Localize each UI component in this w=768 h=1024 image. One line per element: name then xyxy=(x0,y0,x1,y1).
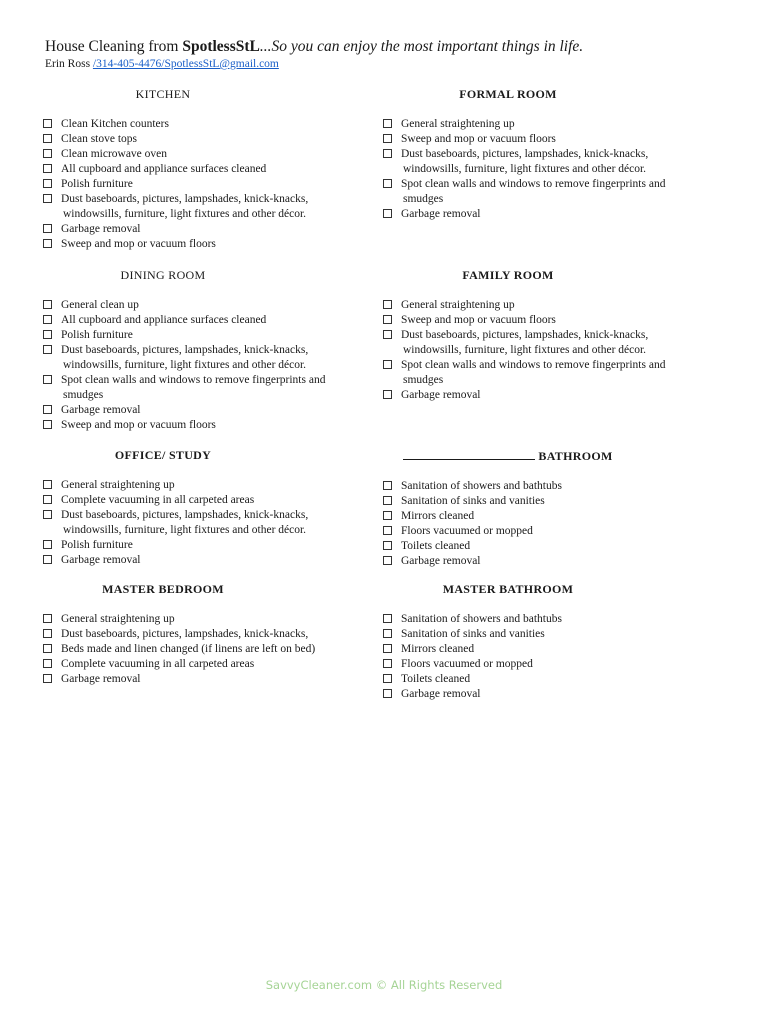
checklist-item xyxy=(43,132,361,147)
checkbox[interactable] xyxy=(43,134,52,143)
checklist-item-label: Dust baseboards, pictures, lampshades, knick-knacks, windowsills, furniture, light fixtures and other décor. xyxy=(61,344,309,371)
checkbox[interactable] xyxy=(43,179,52,188)
checklist-item xyxy=(383,177,701,207)
section-title-kitchen: KITCHEN xyxy=(135,87,191,101)
checklist-item-label: Spot clean walls and windows to remove fingerprints and smudges xyxy=(401,359,666,386)
blank-line xyxy=(403,448,535,460)
checklist-item xyxy=(43,343,361,373)
checklist-item xyxy=(383,687,701,702)
checklist-item-label: Sweep and mop or vacuum floors xyxy=(61,238,216,250)
checklist-item-label: Garbage removal xyxy=(401,555,481,567)
checklist-office-study xyxy=(43,478,361,568)
checklist-item-label: Garbage removal xyxy=(61,554,141,566)
checklist-kitchen xyxy=(43,117,361,252)
checkbox[interactable] xyxy=(383,119,392,128)
checklist-item-label: Spot clean walls and windows to remove fingerprints and smudges xyxy=(61,374,326,401)
checklist-item-label: Garbage removal xyxy=(61,223,141,235)
checklist-item xyxy=(383,298,701,313)
checklist-item xyxy=(383,657,701,672)
section-office-study xyxy=(43,448,361,568)
checklist-family-room xyxy=(383,298,701,403)
contact-link[interactable]: /314-405-4476/SpotlessStL@gmail.com xyxy=(92,58,279,70)
document-title xyxy=(45,37,745,57)
checkbox[interactable] xyxy=(43,644,52,653)
checklist-item-label: Toilets cleaned xyxy=(401,673,471,685)
checklist-item xyxy=(383,672,701,687)
section-bathroom xyxy=(383,448,701,569)
checklist-item xyxy=(43,147,361,162)
checklist-item xyxy=(43,553,361,568)
checkbox[interactable] xyxy=(383,689,392,698)
checklist-item-label: Polish furniture xyxy=(61,539,133,551)
section-formal-room xyxy=(383,87,701,222)
checklist-item-label: All cupboard and appliance surfaces cleaned xyxy=(61,163,267,175)
checkbox[interactable] xyxy=(43,345,52,354)
checklist-item-label: Sanitation of showers and bathtubs xyxy=(401,480,562,492)
section-title-formal-room: FORMAL ROOM xyxy=(459,87,557,101)
footer-copyright: SavvyCleaner.com © All Rights Reserved xyxy=(265,978,503,992)
checklist-master-bedroom xyxy=(43,612,361,687)
checkbox[interactable] xyxy=(383,315,392,324)
checklist-item xyxy=(383,328,701,358)
checklist-item-label: Garbage removal xyxy=(61,404,141,416)
checklist-item xyxy=(43,222,361,237)
checkbox[interactable] xyxy=(43,224,52,233)
checklist-item xyxy=(43,237,361,252)
checklist-item-label: General straightening up xyxy=(401,299,515,311)
checkbox[interactable] xyxy=(383,209,392,218)
checklist-item-label: General straightening up xyxy=(61,479,175,491)
checkbox[interactable] xyxy=(43,480,52,489)
checklist-item xyxy=(43,298,361,313)
checklist-item-label: Clean Kitchen counters xyxy=(61,118,169,130)
checklist-item-label: Polish furniture xyxy=(61,329,133,341)
checklist-item xyxy=(383,358,701,388)
title-prefix: House Cleaning from xyxy=(45,38,183,55)
checklist-item xyxy=(383,554,701,569)
contact-name: Erin Ross xyxy=(45,58,93,70)
checkbox[interactable] xyxy=(43,375,52,384)
section-family-room xyxy=(383,268,701,403)
checklist-item xyxy=(383,642,701,657)
checklist-item-label: Mirrors cleaned xyxy=(401,643,475,655)
checklist-item-label: Dust baseboards, pictures, lampshades, knick-knacks, windowsills, furniture, light fixtures and other décor. xyxy=(61,193,309,220)
section-title-bathroom xyxy=(383,448,633,464)
checklist-item xyxy=(43,493,361,508)
checklist-item-label: Clean microwave oven xyxy=(61,148,168,160)
checklist-item xyxy=(43,117,361,132)
checklist-item xyxy=(43,313,361,328)
checklist-item-label: Garbage removal xyxy=(401,688,481,700)
checklist-item xyxy=(43,627,361,642)
checklist-item xyxy=(383,539,701,554)
checklist-formal-room xyxy=(383,117,701,222)
checklist-item-label: Toilets cleaned xyxy=(401,540,471,552)
checklist-item-label: Garbage removal xyxy=(401,208,481,220)
checkbox[interactable] xyxy=(383,629,392,638)
section-title-family-room: FAMILY ROOM xyxy=(462,268,554,282)
checklist-bathroom xyxy=(383,479,701,569)
checklist-item xyxy=(383,612,701,627)
checklist-item-label: Garbage removal xyxy=(61,673,141,685)
checkbox[interactable] xyxy=(383,541,392,550)
checkbox[interactable] xyxy=(383,330,392,339)
checklist-item xyxy=(43,672,361,687)
checkbox[interactable] xyxy=(383,481,392,490)
checklist-item-label: Mirrors cleaned xyxy=(401,510,475,522)
checklist-item xyxy=(383,524,701,539)
section-master-bathroom xyxy=(383,582,701,702)
checklist-item-label: General straightening up xyxy=(61,613,175,625)
checklist-item-label: Dust baseboards, pictures, lampshades, knick-knacks, xyxy=(61,628,309,640)
checklist-item-label: Sanitation of showers and bathtubs xyxy=(401,613,562,625)
checklist-item xyxy=(43,612,361,627)
checkbox[interactable] xyxy=(383,300,392,309)
checklist-item xyxy=(43,177,361,192)
checklist-dining-room xyxy=(43,298,361,433)
checklist-item-label: Clean stove tops xyxy=(61,133,138,145)
section-title-master-bedroom: MASTER BEDROOM xyxy=(102,582,224,596)
checkbox[interactable] xyxy=(383,644,392,653)
checkbox[interactable] xyxy=(43,540,52,549)
checkbox[interactable] xyxy=(383,659,392,668)
checklist-item xyxy=(383,117,701,132)
checkbox[interactable] xyxy=(43,555,52,564)
checklist-item xyxy=(43,373,361,403)
section-title-master-bathroom: MASTER BATHROOM xyxy=(442,582,574,596)
checklist-item-label: Sanitation of sinks and vanities xyxy=(401,628,545,640)
checkbox[interactable] xyxy=(43,420,52,429)
checklist-item-label: General clean up xyxy=(61,299,139,311)
checkbox[interactable] xyxy=(43,119,52,128)
checklist-item xyxy=(43,642,361,657)
checklist-item-label: Sweep and mop or vacuum floors xyxy=(401,133,556,145)
checklist-master-bathroom xyxy=(383,612,701,702)
section-title-office-study: OFFICE/ STUDY xyxy=(114,448,212,462)
checklist-item-label: General straightening up xyxy=(401,118,515,130)
checkbox[interactable] xyxy=(43,239,52,248)
checklist-item-label: Garbage removal xyxy=(401,389,481,401)
checkbox[interactable] xyxy=(383,179,392,188)
checklist-item-label: All cupboard and appliance surfaces cleaned xyxy=(61,314,267,326)
checkbox[interactable] xyxy=(383,614,392,623)
bathroom-title-text: BATHROOM xyxy=(538,449,613,463)
checkbox[interactable] xyxy=(43,149,52,158)
checkbox[interactable] xyxy=(383,390,392,399)
contact-line xyxy=(45,57,745,71)
checklist-item xyxy=(383,479,701,494)
checkbox[interactable] xyxy=(383,360,392,369)
checklist-item xyxy=(383,388,701,403)
checklist-item xyxy=(43,418,361,433)
checklist-item-label: Complete vacuuming in all carpeted areas xyxy=(61,494,255,506)
checkbox[interactable] xyxy=(383,149,392,158)
checkbox[interactable] xyxy=(43,629,52,638)
checkbox[interactable] xyxy=(383,511,392,520)
checklist-item-label: Floors vacuumed or mopped xyxy=(401,525,533,537)
checklist-item-label: Sweep and mop or vacuum floors xyxy=(401,314,556,326)
checkbox[interactable] xyxy=(383,134,392,143)
checkbox[interactable] xyxy=(43,330,52,339)
section-master-bedroom xyxy=(43,582,361,687)
checklist-item xyxy=(43,657,361,672)
checklist-item xyxy=(383,207,701,222)
checkbox[interactable] xyxy=(43,614,52,623)
section-title-dining-room: DINING ROOM xyxy=(120,268,206,282)
checklist-item xyxy=(43,478,361,493)
checklist-item xyxy=(43,328,361,343)
checkbox[interactable] xyxy=(383,674,392,683)
checklist-item-label: Sanitation of sinks and vanities xyxy=(401,495,545,507)
checklist-item xyxy=(383,132,701,147)
tagline: ...So you can enjoy the most important things in life. xyxy=(259,38,584,55)
checkbox[interactable] xyxy=(383,496,392,505)
checkbox[interactable] xyxy=(43,495,52,504)
checkbox[interactable] xyxy=(43,659,52,668)
checkbox[interactable] xyxy=(383,526,392,535)
checklist-item-label: Dust baseboards, pictures, lampshades, knick-knacks, windowsills, furniture, light fixtures and other décor. xyxy=(61,509,309,536)
checkbox[interactable] xyxy=(383,556,392,565)
checklist-item-label: Complete vacuuming in all carpeted areas xyxy=(61,658,255,670)
checklist-item xyxy=(43,192,361,222)
checkbox[interactable] xyxy=(43,674,52,683)
checklist-item-label: Dust baseboards, pictures, lampshades, knick-knacks, windowsills, furniture, light fixtures and other décor. xyxy=(401,148,649,175)
checklist-item xyxy=(383,147,701,177)
checkbox[interactable] xyxy=(43,164,52,173)
checklist-item-label: Floors vacuumed or mopped xyxy=(401,658,533,670)
checklist-item xyxy=(43,508,361,538)
checklist-item-label: Dust baseboards, pictures, lampshades, knick-knacks, windowsills, furniture, light fixtures and other décor. xyxy=(401,329,649,356)
checklist-item-label: Spot clean walls and windows to remove fingerprints and smudges xyxy=(401,178,666,205)
checklist-item-label: Sweep and mop or vacuum floors xyxy=(61,419,216,431)
section-kitchen xyxy=(43,87,361,252)
checklist-item xyxy=(383,494,701,509)
checklist-item xyxy=(43,538,361,553)
checklist-item xyxy=(383,509,701,524)
checkbox[interactable] xyxy=(43,300,52,309)
checklist-item-label: Beds made and linen changed (if linens are left on bed) xyxy=(61,643,316,655)
checklist-item xyxy=(43,403,361,418)
checklist-item xyxy=(43,162,361,177)
page-header xyxy=(45,37,745,71)
checklist-item xyxy=(383,313,701,328)
section-dining-room xyxy=(43,268,361,433)
checklist-item-label: Polish furniture xyxy=(61,178,133,190)
brand-name: SpotlessStL xyxy=(182,38,260,55)
checkbox[interactable] xyxy=(43,315,52,324)
checkbox[interactable] xyxy=(43,194,52,203)
checklist-item xyxy=(383,627,701,642)
checkbox[interactable] xyxy=(43,510,52,519)
checkbox[interactable] xyxy=(43,405,52,414)
